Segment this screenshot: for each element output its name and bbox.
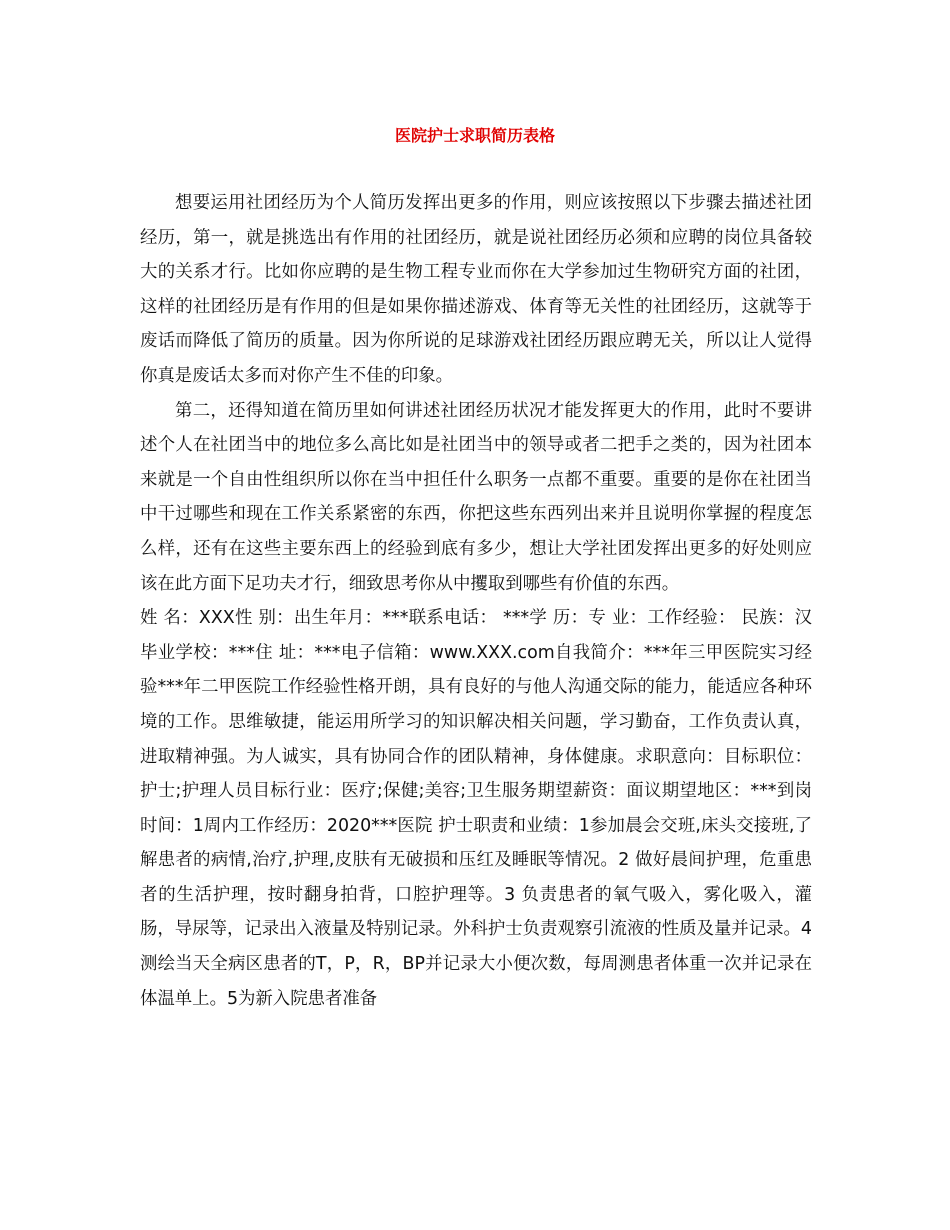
paragraph-resume-details: 姓 名：XXX性 别：出生年月：***联系电话： ***学 历：专 业：工作经验： 民族：汉毕业学校：***住 址：***电子信箱：www.XXX.com自我简介：***年三甲医院实习经验***年二甲医院工作经验性格开朗，具有良好的与他人沟通交际的能力，能适应各种环境的工作。思维敏捷，能运用所学习的知识解决相关问题，学习勤奋，工作负责认真，进取精神强。为人诚实，具有协同合作的团队精神，身体健康。求职意向：目标职位：护士;护理人员目标行业：医疗;保健;美容;卫生服务期望薪资：面议期望地区：***到岗时间：1周内工作经历：2020***医院 护士职责和业绩：1参加晨会交班,床头交接班,了解患者的病情,治疗,护理,皮肤有无破损和压红及睡眠等情况。2 做好晨间护理，危重患者的生活护理，按时翻身拍背，口腔护理等。3 负责患者的氧气吸入，雾化吸入，灌肠，导尿等，记录出入液量及特别记录。外科护士负责观察引流液的性质及量并记录。4测绘当天全病区患者的T，P，R，BP并记录大小便次数，每周测患者体重一次并记录在体温单上。5为新入院患者准备	[140, 608, 812, 1009]
paragraph-club-experience-step-two: 第二，还得知道在简历里如何讲述社团经历状况才能发挥更大的作用，此时不要讲述个人在社团当中的地位多么高比如是社团当中的领导或者二把手之类的，因为社团本来就是一个自由性组织所以你在当中担任什么职务一点都不重要。重要的是你在社团当中干过哪些和现在工作关系紧密的东西，你把这些东西列出来并且说明你掌握的程度怎么样，还有在这些主要东西上的经验到底有多少，想让大学社团发挥出更多的好处则应该在此方面下足功夫才行，细致思考你从中攫取到哪些有价值的东西。	[140, 400, 812, 594]
document-title: 医院护士求职简历表格	[394, 126, 555, 145]
document-body	[140, 186, 812, 1016]
paragraph-club-experience-step-one: 想要运用社团经历为个人简历发挥出更多的作用，则应该按照以下步骤去描述社团经历，第一，就是挑选出有作用的社团经历，就是说社团经历必须和应聘的岗位具备较大的关系才行。比如你应聘的是生物工程专业而你在大学参加过生物研究方面的社团，这样的社团经历是有作用的但是如果你描述游戏、体育等无关性的社团经历，这就等于废话而降低了简历的质量。因为你所说的足球游戏社团经历跟应聘无关，所以让人觉得你真是废话太多而对你产生不佳的印象。	[140, 193, 812, 386]
